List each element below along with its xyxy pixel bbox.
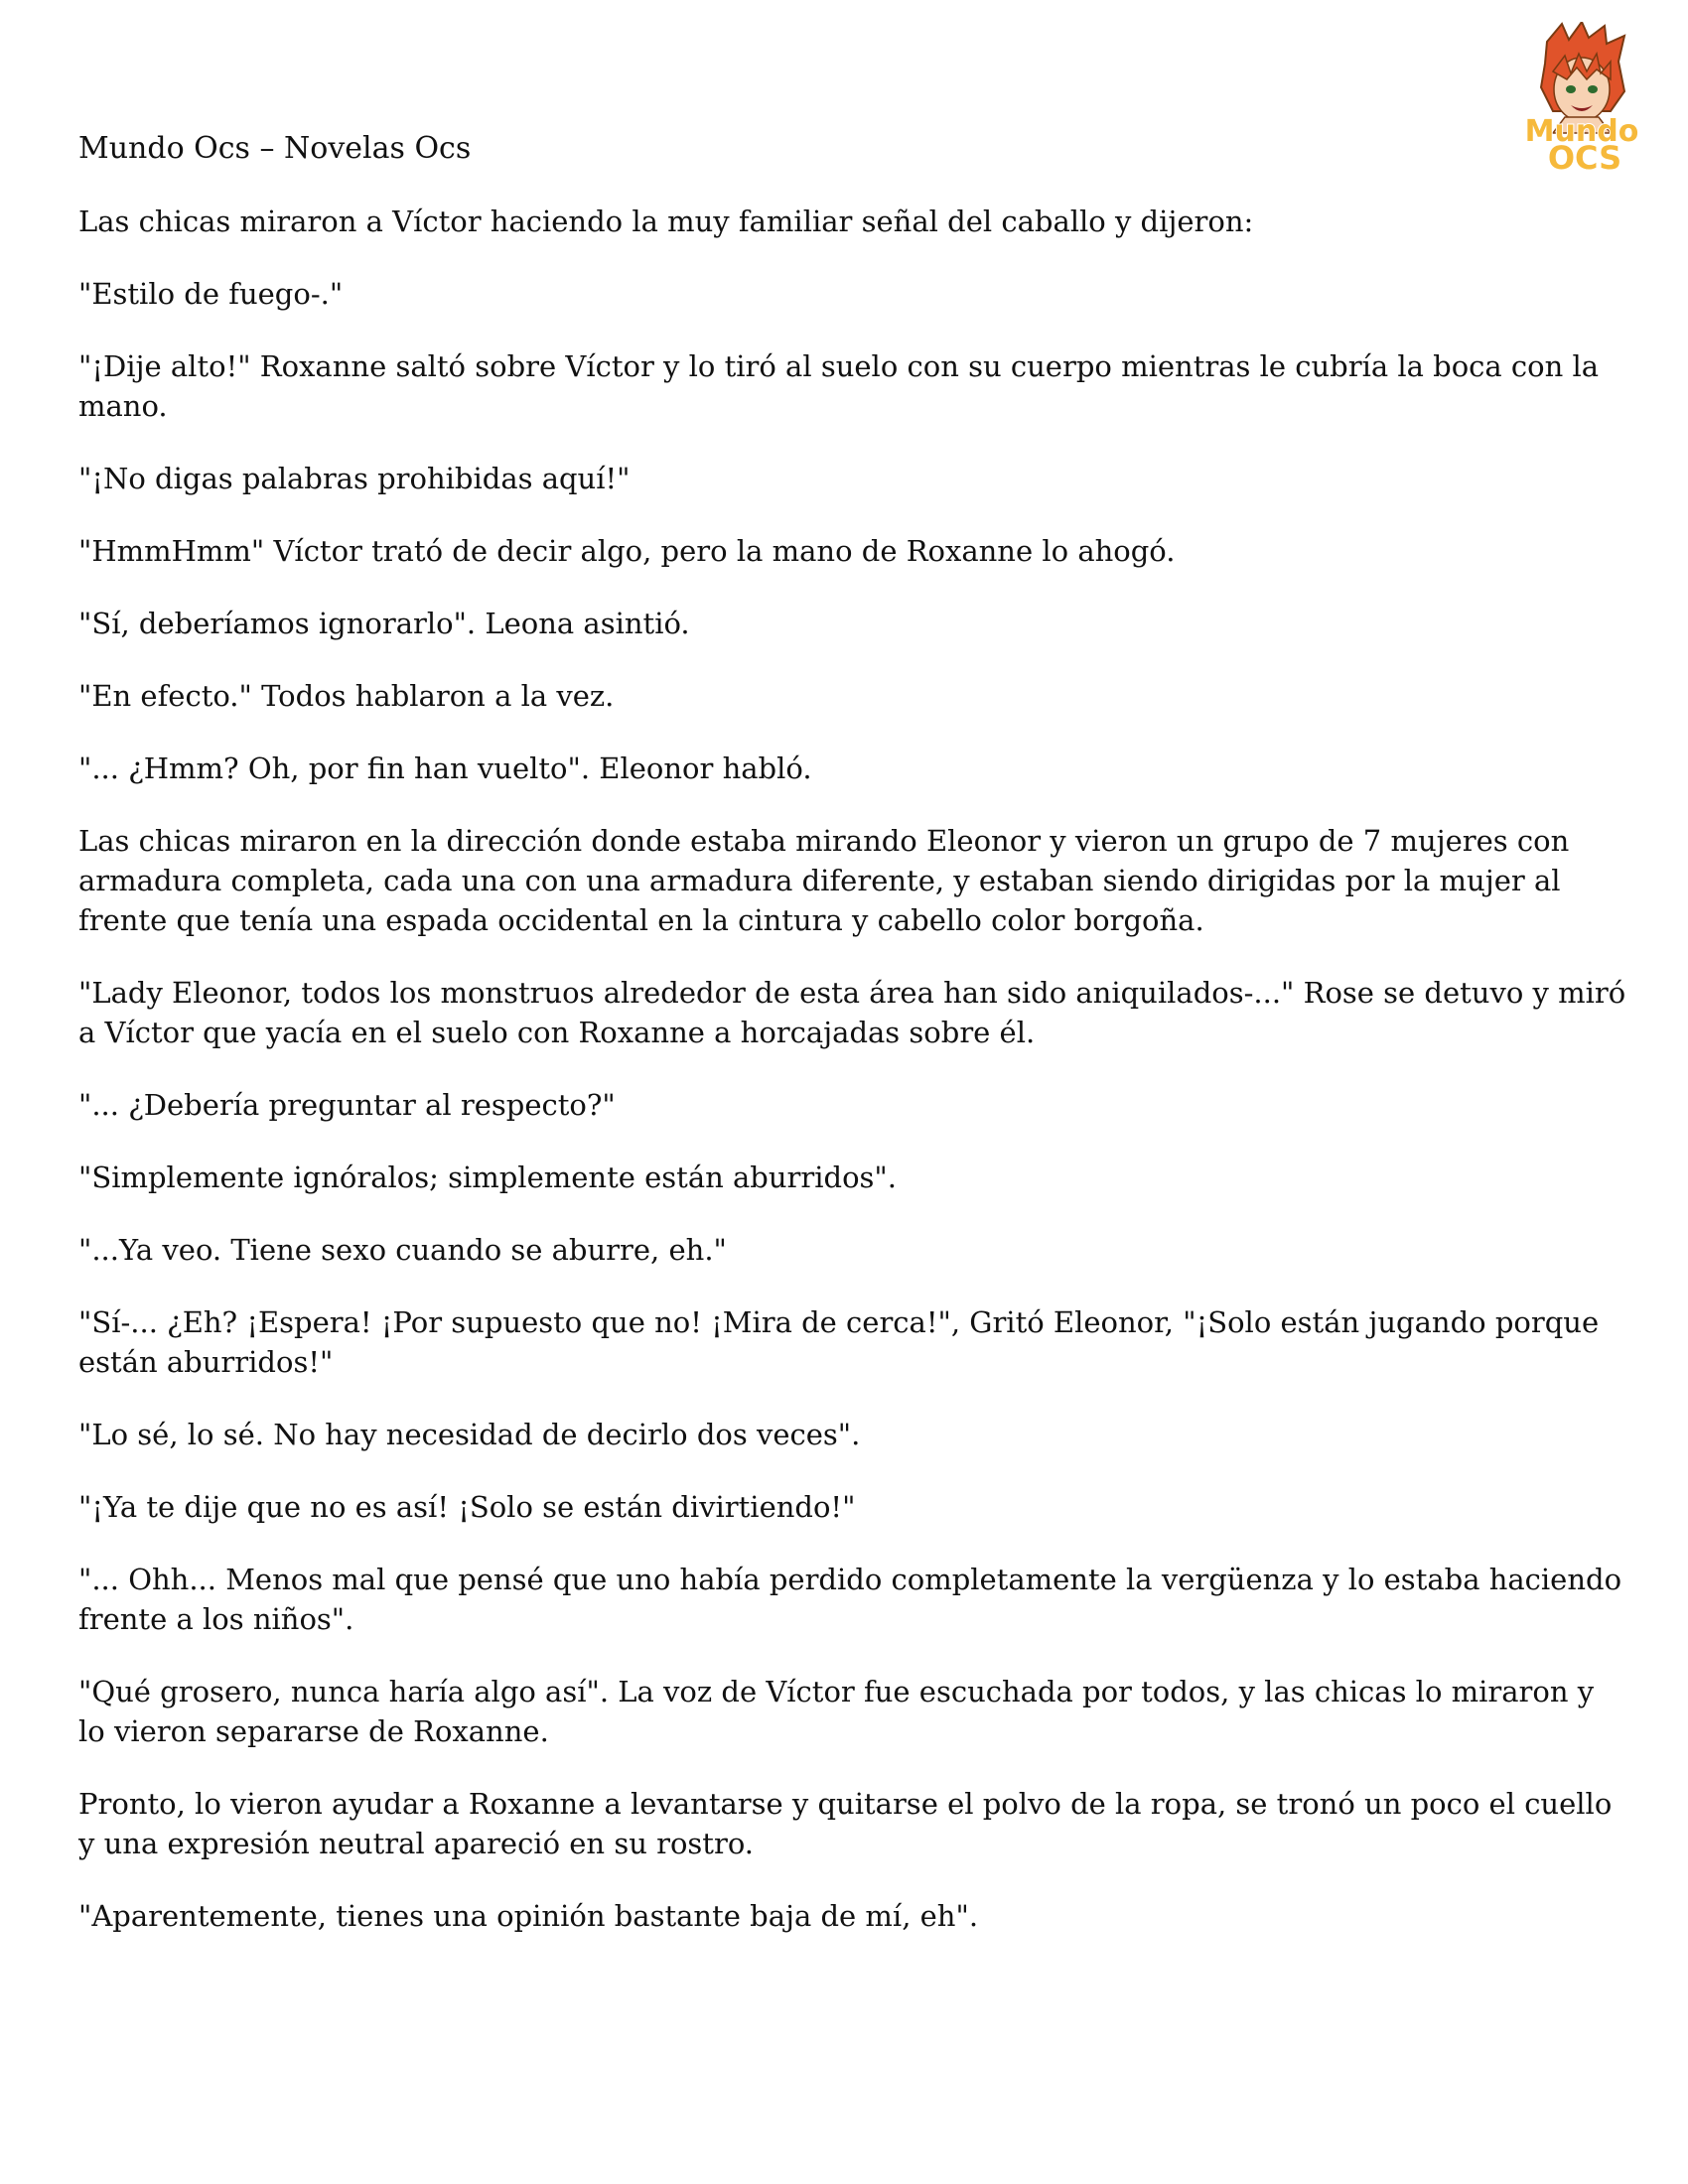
paragraph: "HmmHmm" Víctor trató de decir algo, pero la mano de Roxanne lo ahogó. bbox=[78, 534, 1176, 568]
paragraph: "Qué grosero, nunca haría algo así". La voz de Víctor fue escuchada por todos, y las chicas lo miraron y lo vieron separarse de Roxanne. bbox=[78, 1675, 1595, 1748]
paragraph: "¡No digas palabras prohibidas aquí!" bbox=[78, 462, 631, 495]
paragraph: "... ¿Debería preguntar al respecto?" bbox=[78, 1088, 616, 1122]
paragraph: "Lo sé, lo sé. No hay necesidad de decirlo dos veces". bbox=[78, 1418, 861, 1451]
mundo-ocs-logo bbox=[1507, 22, 1656, 181]
logo-text-bottom: OCS bbox=[1547, 139, 1622, 177]
right-eye bbox=[1588, 85, 1598, 93]
document-header: Mundo Ocs – Novelas Ocs bbox=[78, 131, 472, 166]
paragraph: "Sí-... ¿Eh? ¡Espera! ¡Por supuesto que no! ¡Mira de cerca!", Gritó Eleonor, "¡Solo están jugando porque están aburridos!" bbox=[78, 1305, 1600, 1379]
paragraph: "¡Dije alto!" Roxanne saltó sobre Víctor y lo tiró al suelo con su cuerpo mientras le cubría la boca con la mano. bbox=[78, 349, 1600, 423]
paragraph: "...Ya veo. Tiene sexo cuando se aburre, eh." bbox=[78, 1233, 727, 1267]
paragraph: "... ¿Hmm? Oh, por fin han vuelto". Eleonor habló. bbox=[78, 751, 812, 785]
left-eye bbox=[1566, 85, 1576, 93]
document-body bbox=[78, 202, 1627, 1969]
logo-text-top: Mundo bbox=[1524, 114, 1639, 149]
paragraph: Las chicas miraron a Víctor haciendo la muy familiar señal del caballo y dijeron: bbox=[78, 205, 1254, 238]
paragraph: "Estilo de fuego-." bbox=[78, 277, 344, 311]
paragraph: "En efecto." Todos hablaron a la vez. bbox=[78, 679, 615, 713]
paragraph: "Sí, deberíamos ignorarlo". Leona asintió. bbox=[78, 607, 690, 640]
logo-graphic bbox=[1507, 22, 1656, 181]
paragraph: "Simplemente ignóralos; simplemente están aburridos". bbox=[78, 1160, 897, 1194]
paragraph: "Aparentemente, tienes una opinión bastante baja de mí, eh". bbox=[78, 1899, 979, 1933]
paragraph: "¡Ya te dije que no es así! ¡Solo se están divirtiendo!" bbox=[78, 1490, 856, 1524]
paragraph: "... Ohh... Menos mal que pensé que uno había perdido completamente la vergüenza y lo estaba haciendo frente a los niños". bbox=[78, 1563, 1622, 1636]
paragraph: "Lady Eleonor, todos los monstruos alrededor de esta área han sido aniquilados-..." Rose se detuvo y miró a Víctor que yacía en el suelo con Roxanne a horcajadas sobre él. bbox=[78, 976, 1626, 1049]
paragraph: Las chicas miraron en la dirección donde estaba mirando Eleonor y vieron un grupo de 7 mujeres con armadura completa, cada una con una armadura diferente, y estaban siendo dirigidas por la mujer al frente que tenía una espada occidental en la cintura y cabello color borgoña. bbox=[78, 824, 1570, 937]
paragraph: Pronto, lo vieron ayudar a Roxanne a levantarse y quitarse el polvo de la ropa, se tronó un poco el cuello y una expresión neutral apareció en su rostro. bbox=[78, 1787, 1613, 1860]
